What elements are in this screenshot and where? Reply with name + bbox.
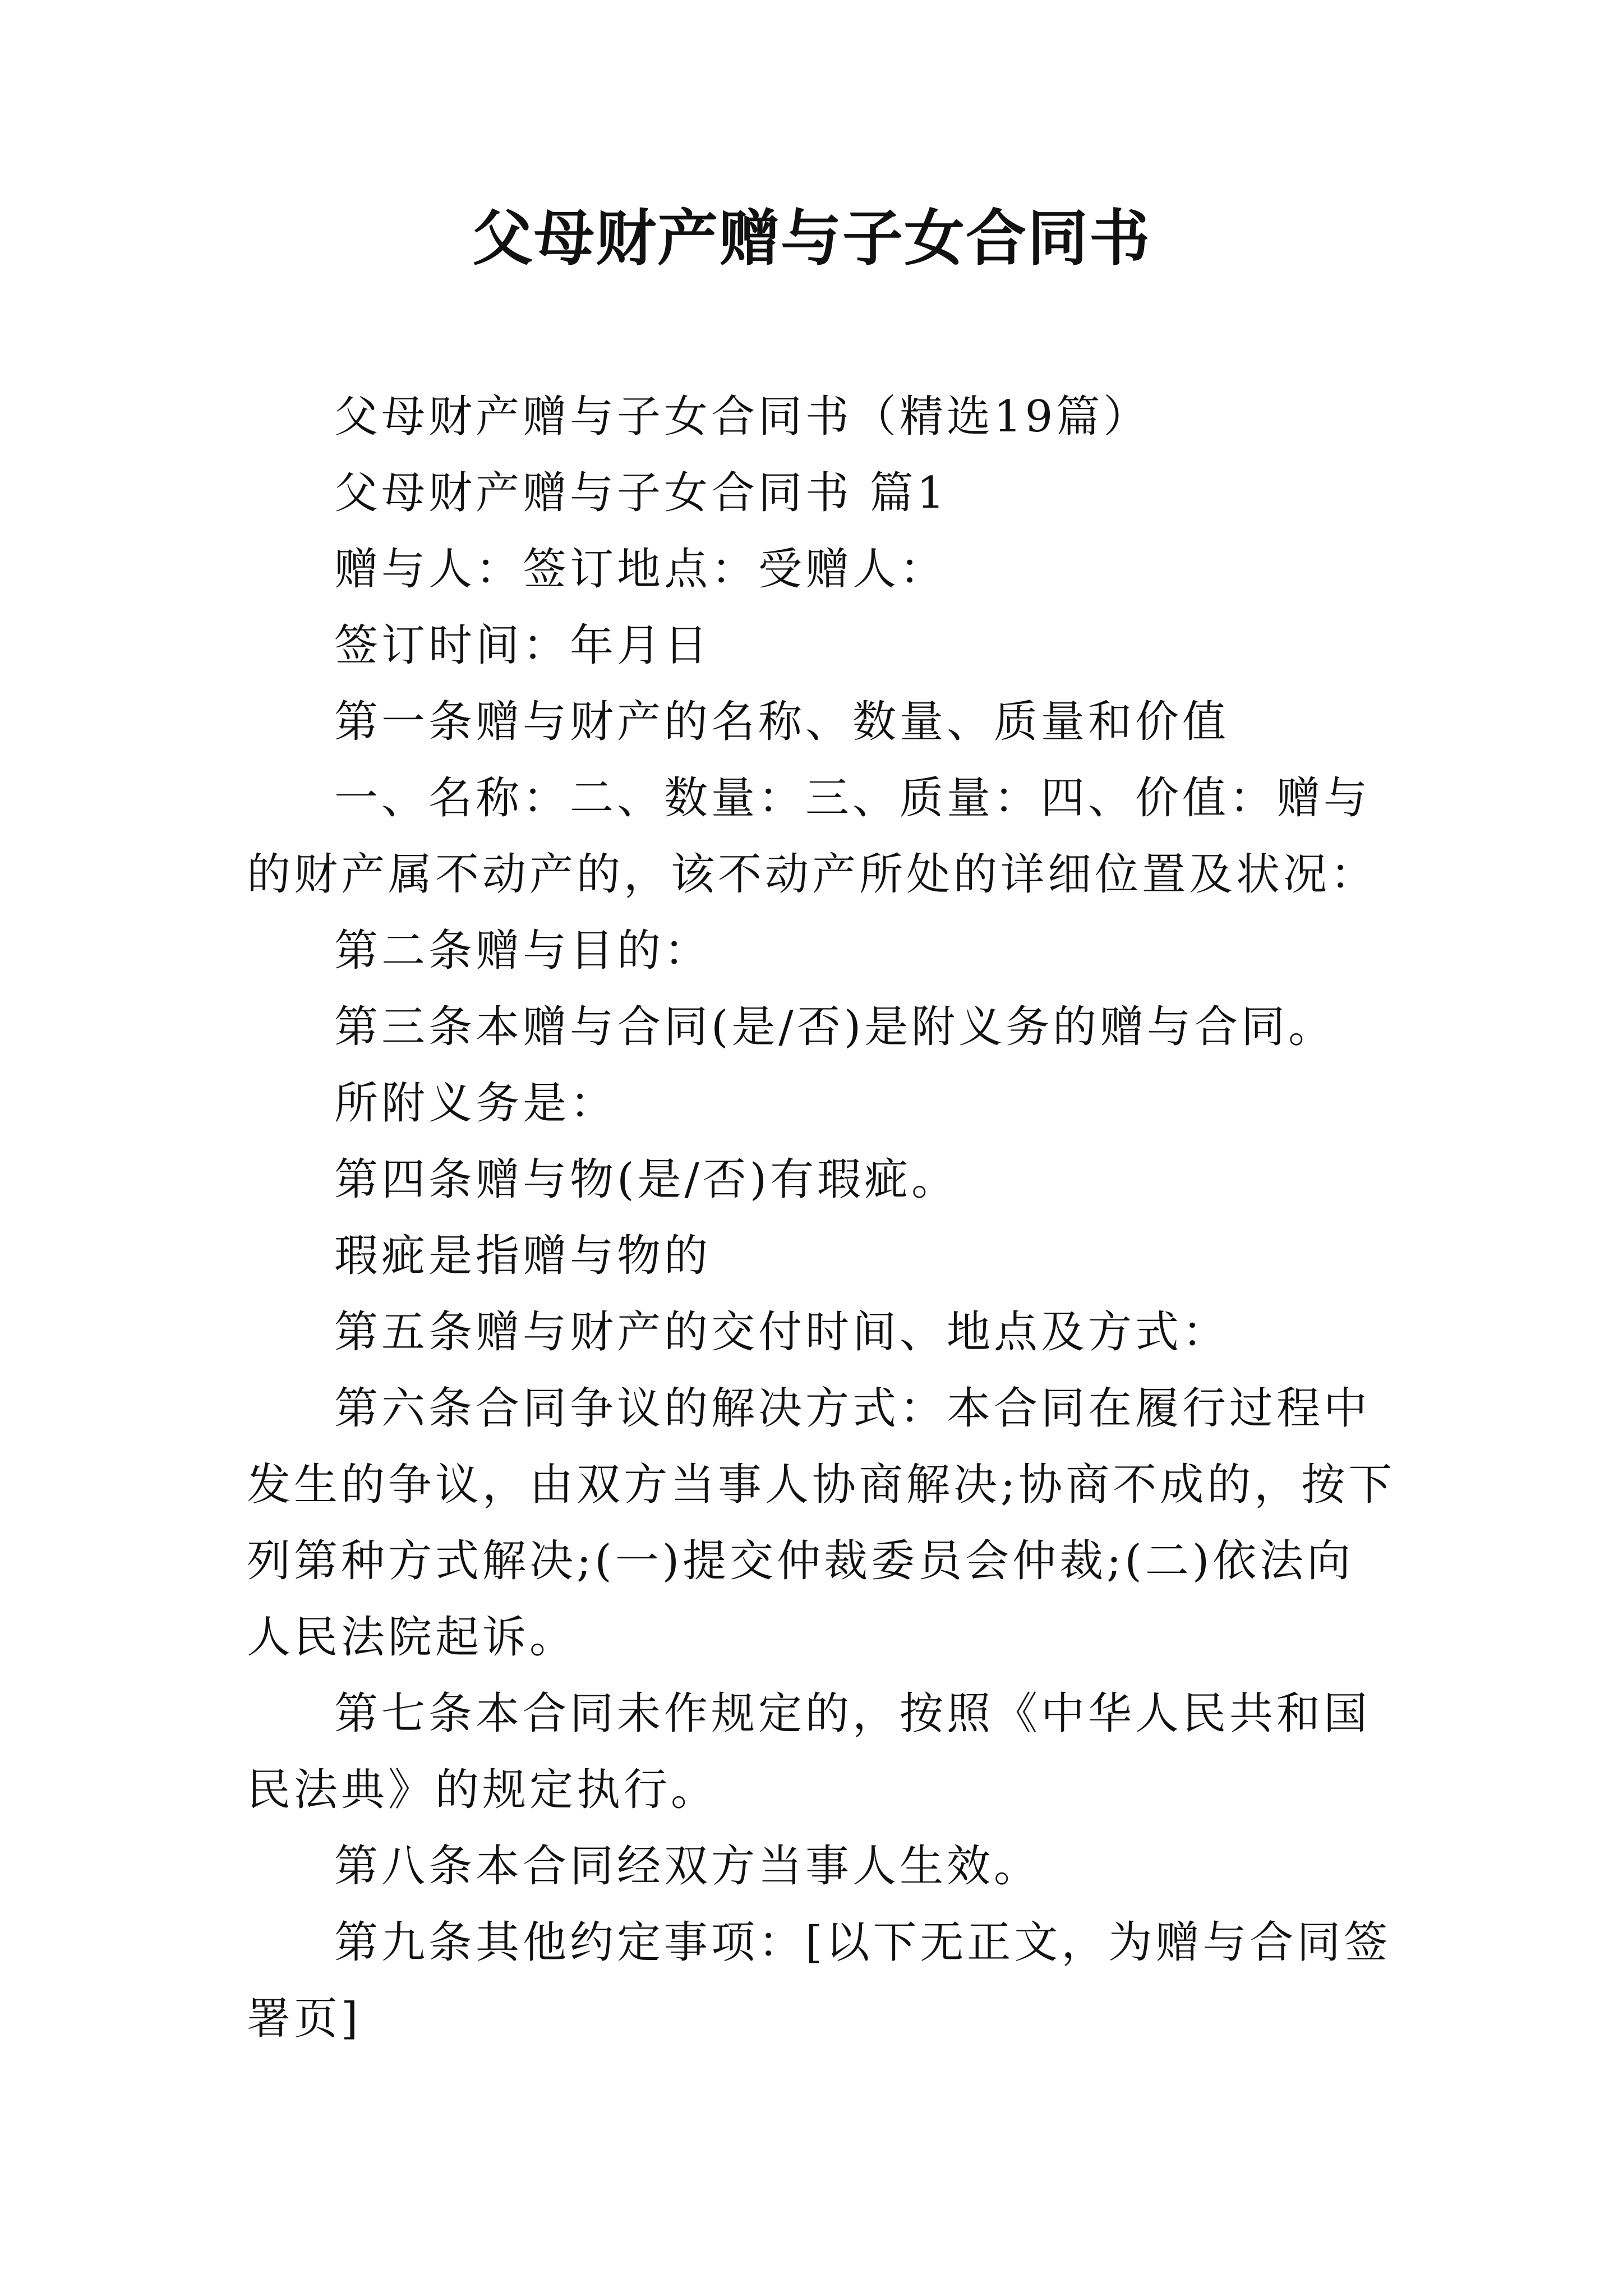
paragraph-collection-title: 父母财产赠与子女合同书（精选19篇） [334,392,1151,442]
paragraph-article-5: 第五条赠与财产的交付时间、地点及方式： [334,1307,1230,1358]
paragraph-article-7: 第七条本合同未作规定的，按照《中华人民共和国民法典》的规定执行。 [247,1688,1371,1815]
paragraph-article-6: 第六条合同争议的解决方式：本合同在履行过程中发生的争议，由双方当事人协商解决;协商不成的，按下列第种方式解决;(一)提交仲裁委员会仲裁;(二)依法向人民法院起诉。 [247,1383,1396,1663]
paragraph-attached-obligation: 所附义务是： [334,1078,617,1129]
paragraph-article-4: 第四条赠与物(是/否)有瑕疵。 [334,1154,959,1205]
paragraph-article-3: 第三条本赠与合同(是/否)是附义务的赠与合同。 [334,1002,1336,1052]
paragraph-signing-time: 签订时间：年月日 [334,620,712,671]
paragraph-section-heading: 父母财产赠与子女合同书 篇1 [334,468,948,518]
paragraph-article-8: 第八条本合同经双方当事人生效。 [334,1841,1041,1892]
paragraph-article-1: 第一条赠与财产的名称、数量、质量和价值 [334,697,1230,747]
paragraph-defect-definition: 瑕疵是指赠与物的 [334,1231,712,1281]
document-title: 父母财产赠与子女合同书 [472,203,1151,274]
paragraph-parties: 赠与人：签订地点：受赠人： [334,544,947,595]
paragraph-property-details: 一、名称：二、数量：三、质量：四、价值：赠与的财产属不动产的，该不动产所处的详细位置及状况： [247,773,1378,900]
document-body [247,379,1396,2057]
paragraph-article-2: 第二条赠与目的： [334,926,712,976]
paragraph-article-9: 第九条其他约定事项：[以下无正文，为赠与合同签署页] [247,1917,1391,2044]
